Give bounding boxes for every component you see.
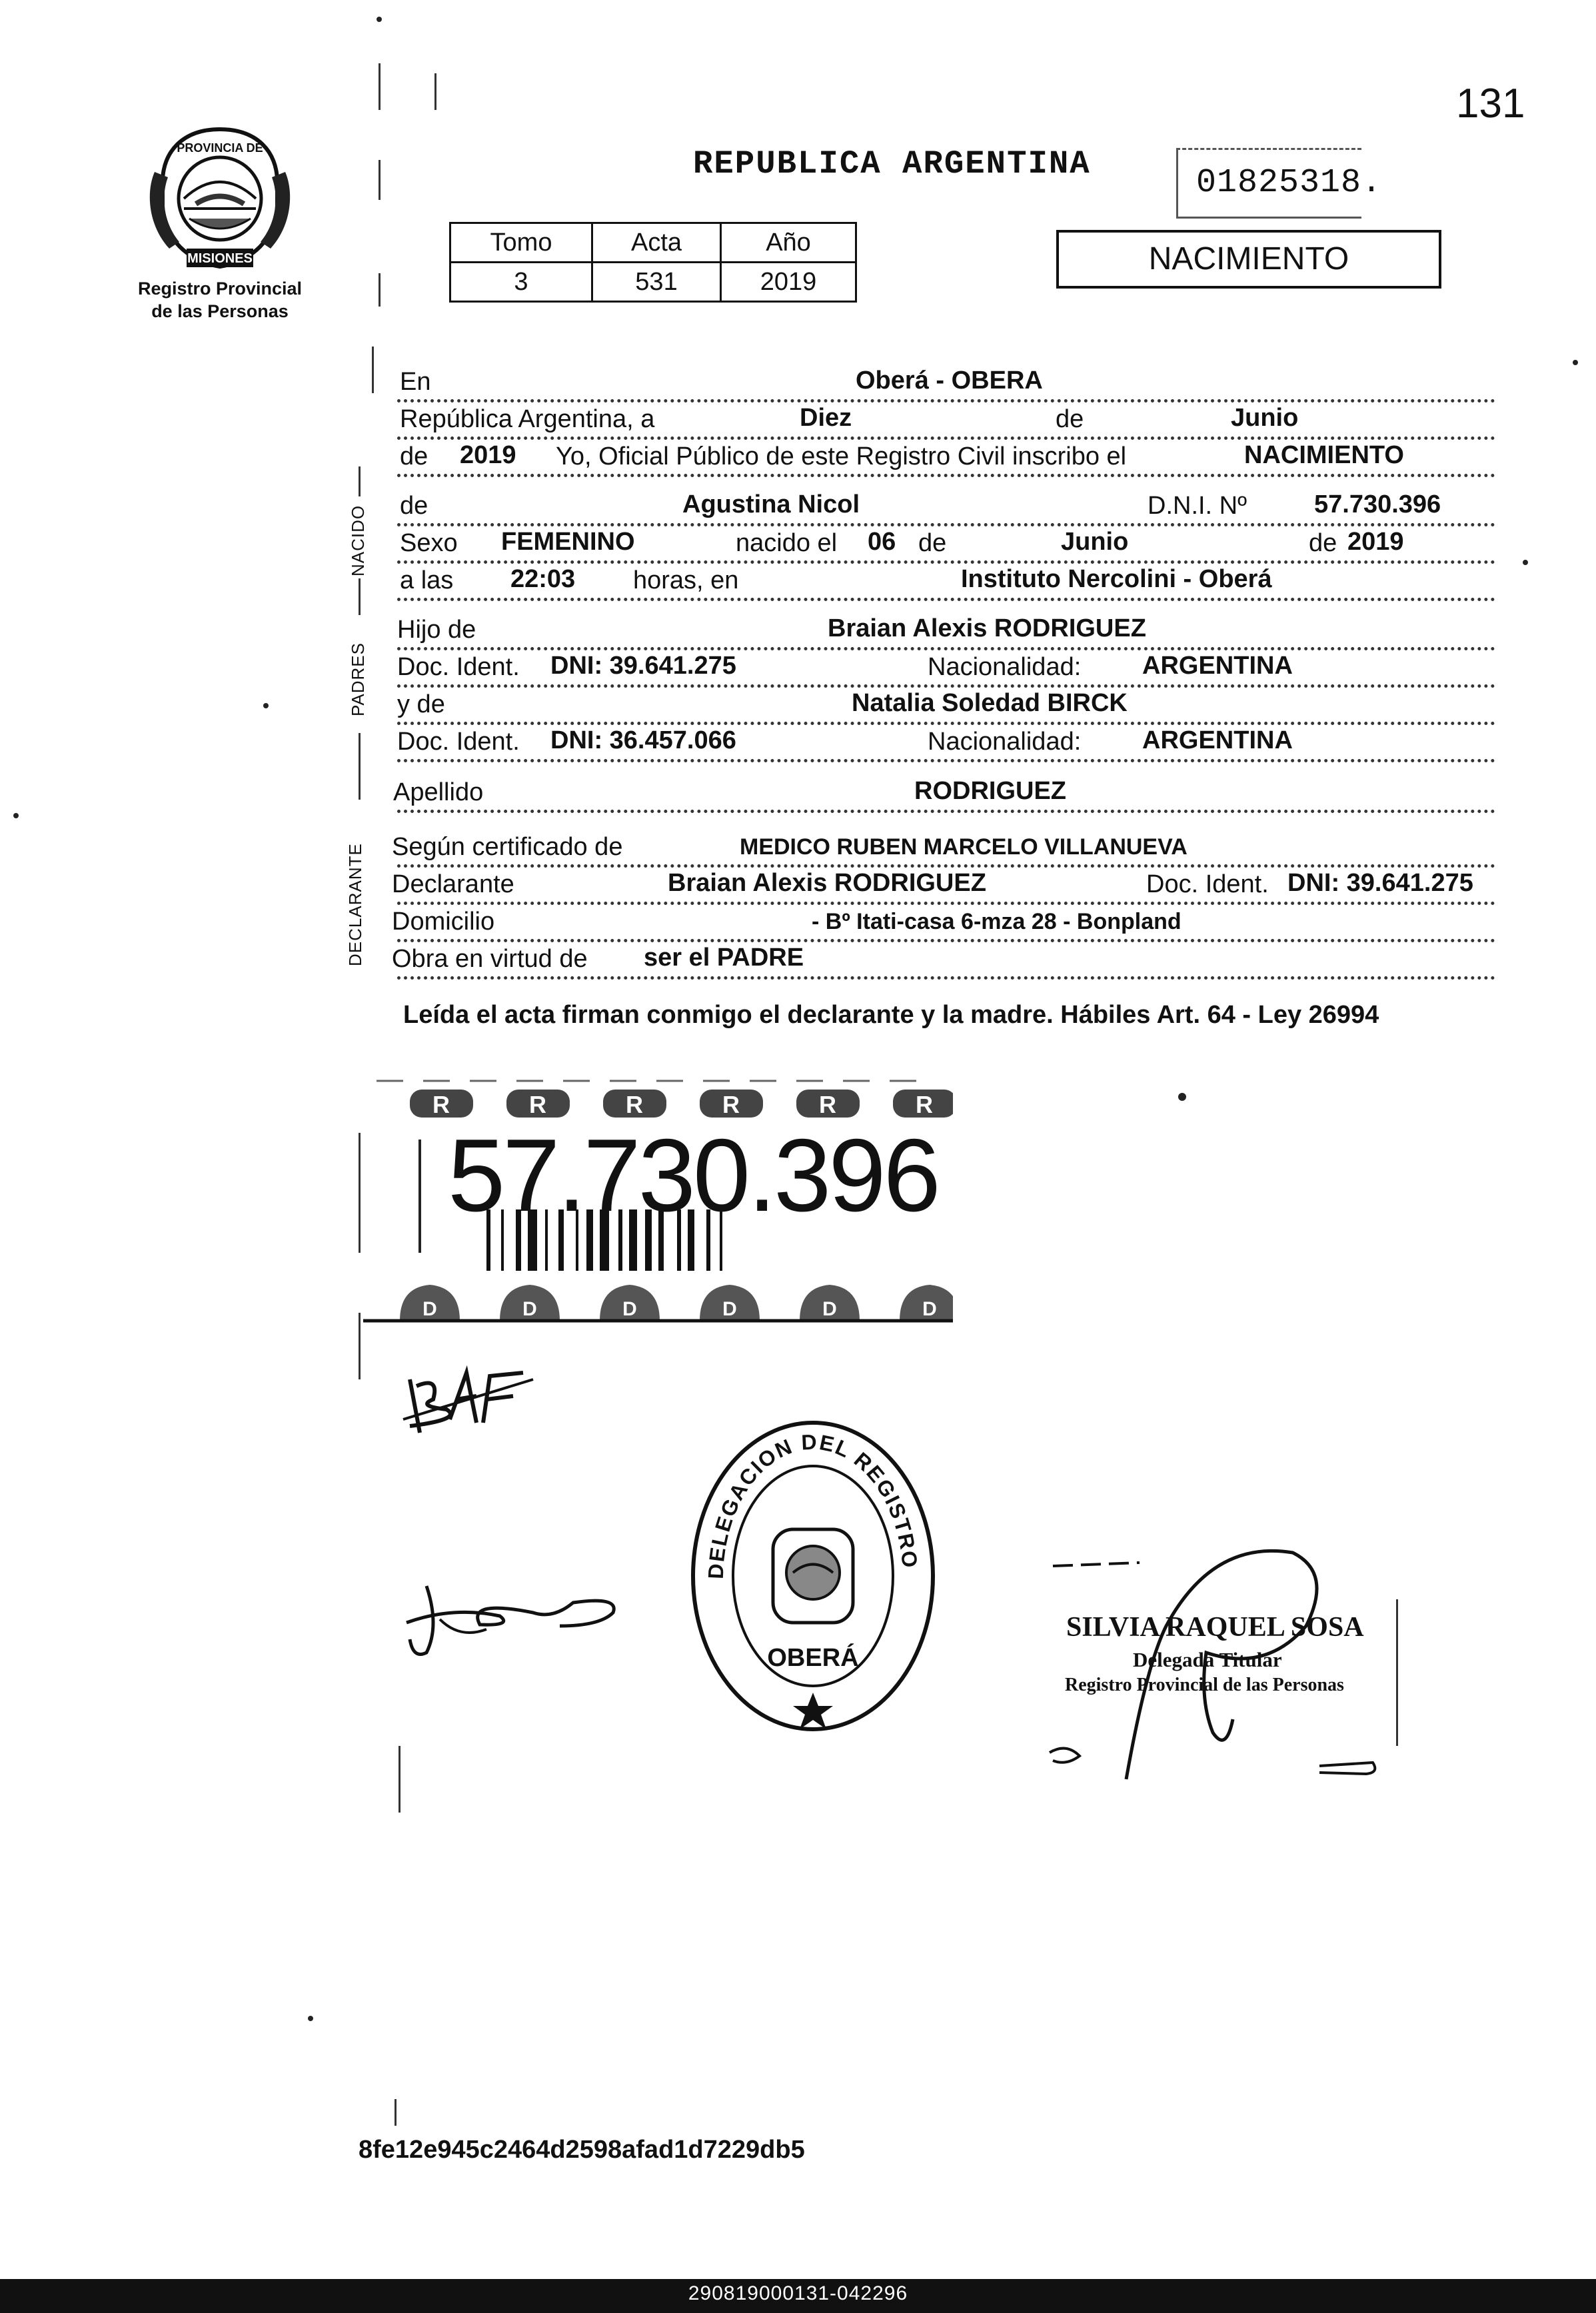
footer-code: 290819000131-042296 <box>688 2282 908 2304</box>
svg-text:D: D <box>922 1298 937 1320</box>
declarant-signature <box>400 1573 640 1666</box>
row-hora <box>397 564 1495 601</box>
label-sexo: Sexo <box>400 529 462 558</box>
side-label-padres: PADRES <box>348 642 368 716</box>
svg-text:R: R <box>626 1091 643 1118</box>
stray-dot <box>1573 360 1578 365</box>
logo-text-bottom: MISIONES <box>187 251 253 266</box>
value-sexo: FEMENINO <box>497 528 639 556</box>
security-mark-r <box>506 1090 570 1118</box>
value-madre: Natalia Soledad BIRCK <box>848 689 1132 718</box>
label-doc-declarante: Doc. Ident. <box>1142 870 1273 899</box>
label-oficial: Yo, Oficial Público de este Registro Civil inscribo el <box>552 442 1130 471</box>
value-mes: Junio <box>1227 404 1302 432</box>
value-tipo: NACIMIENTO <box>1240 441 1408 470</box>
value-hora: 22:03 <box>506 565 579 594</box>
row-madre-doc <box>397 725 1495 762</box>
row-lugar <box>397 365 1495 402</box>
serial-number: 01825318. <box>1196 164 1383 202</box>
row-fecha-registro <box>397 402 1495 440</box>
margin-tick <box>379 273 381 307</box>
svg-text:R: R <box>529 1091 546 1118</box>
side-line-nacido <box>359 578 361 615</box>
label-a-las: a las <box>400 566 457 595</box>
value-dia-nac: 06 <box>864 528 900 556</box>
registry-header-anio: Año <box>721 223 856 263</box>
province-logo <box>143 125 297 271</box>
svg-text:R: R <box>722 1091 740 1118</box>
margin-tick <box>434 73 436 110</box>
stray-dot <box>13 813 19 818</box>
value-padre-nac: ARGENTINA <box>1138 652 1297 680</box>
label-obra: Obra en virtud de <box>392 945 592 974</box>
initials-signature <box>390 1359 543 1439</box>
security-mark-r <box>603 1090 666 1118</box>
row-nombre <box>397 489 1495 526</box>
record-type-box: NACIMIENTO <box>1056 230 1441 289</box>
security-marks-bottom <box>400 1285 953 1321</box>
row-madre <box>397 688 1495 725</box>
official-title: Delegada Titular <box>1133 1648 1282 1671</box>
label-domicilio: Domicilio <box>392 908 498 936</box>
label-declarante: Declarante <box>392 870 518 899</box>
official-signature-stroke <box>1040 1499 1413 1793</box>
security-marks-top <box>410 1090 953 1118</box>
stray-dot <box>377 17 382 22</box>
value-certificado: MEDICO RUBEN MARCELO VILLANUEVA <box>736 834 1192 860</box>
value-obra: ser el PADRE <box>640 944 808 972</box>
row-inscripcion <box>397 440 1495 477</box>
svg-text:D: D <box>822 1298 837 1320</box>
security-mark-r <box>796 1090 860 1118</box>
row-apellido <box>393 776 1495 813</box>
row-declarante <box>392 868 1495 905</box>
registry-value-tomo: 3 <box>450 263 592 302</box>
stray-dot <box>1523 560 1528 565</box>
security-mark-r <box>410 1090 473 1118</box>
registry-value-anio: 2019 <box>721 263 856 302</box>
side-label-declarante: DECLARANTE <box>345 843 365 966</box>
value-lugar-nac: Instituto Nercolini - Oberá <box>957 565 1276 594</box>
margin-tick <box>359 1133 361 1253</box>
svg-text:D: D <box>722 1298 737 1320</box>
value-domicilio: - Bº Itati-casa 6-mza 28 - Bonpland <box>808 909 1186 935</box>
logo-text-top: PROVINCIA DE <box>177 141 263 155</box>
page-number: 131 <box>1456 81 1525 127</box>
label-republica: República Argentina, a <box>400 405 658 434</box>
label-horas-en: horas, en <box>629 566 742 595</box>
label-de-nombre: de <box>400 492 432 520</box>
svg-text:D: D <box>622 1298 637 1320</box>
value-dia: Diez <box>796 404 856 432</box>
registry-table <box>449 222 857 303</box>
logo-caption <box>100 277 340 323</box>
registry-table-value-row <box>450 263 856 302</box>
row-obra <box>392 942 1495 980</box>
value-apellido: RODRIGUEZ <box>910 777 1070 806</box>
value-padre-doc: DNI: 39.641.275 <box>546 652 740 680</box>
seal-center-text: OBERÁ <box>767 1644 859 1672</box>
side-line-padres <box>359 733 361 800</box>
official-name: SILVIA RAQUEL SOSA <box>1066 1612 1364 1643</box>
value-madre-doc: DNI: 36.457.066 <box>546 726 740 755</box>
svg-text:D: D <box>422 1298 437 1320</box>
security-mark-r <box>893 1090 953 1118</box>
label-doc-madre: Doc. Ident. <box>397 728 524 756</box>
row-sexo <box>397 526 1495 564</box>
svg-text:R: R <box>819 1091 836 1118</box>
label-y-de: y de <box>397 690 449 719</box>
margin-tick <box>372 347 374 393</box>
row-domicilio <box>392 905 1495 942</box>
label-doc-padre: Doc. Ident. <box>397 653 524 682</box>
label-hijo-de: Hijo de <box>397 616 480 644</box>
label-de-mes: de <box>1052 405 1088 434</box>
side-line-nacido-top <box>359 466 361 496</box>
security-mark-r <box>700 1090 763 1118</box>
label-de-anio: de <box>400 442 432 471</box>
label-nacido: nacido el <box>732 529 841 558</box>
security-mark-d <box>500 1285 560 1321</box>
security-mark-d <box>400 1285 460 1321</box>
registry-header-acta: Acta <box>592 223 721 263</box>
margin-tick <box>359 1313 361 1379</box>
value-anio-nac: 2019 <box>1343 528 1408 556</box>
closing-text: Leída el acta firman conmigo el declarante y la madre. Hábiles Art. 64 - Ley 26994 <box>403 1001 1379 1029</box>
registry-table-header-row <box>450 223 856 263</box>
stray-dot <box>263 703 269 708</box>
seal-ring-text: DELEGACION DEL REGISTRO <box>703 1429 922 1580</box>
label-nacionalidad-madre: Nacionalidad: <box>924 728 1085 756</box>
security-mark-d <box>900 1285 953 1321</box>
security-mark-d <box>800 1285 860 1321</box>
label-apellido: Apellido <box>393 778 487 807</box>
row-padre <box>397 613 1495 650</box>
row-certificado <box>392 830 1495 868</box>
registry-value-acta: 531 <box>592 263 721 302</box>
logo-caption-line2: de las Personas <box>151 301 289 321</box>
label-de-anio-nac: de <box>1305 529 1341 558</box>
official-office: Registro Provincial de las Personas <box>1065 1675 1344 1695</box>
svg-text:R: R <box>916 1091 933 1118</box>
security-mark-d <box>700 1285 760 1321</box>
side-label-nacido: NACIDO <box>348 504 368 576</box>
security-mark-d <box>600 1285 660 1321</box>
dni-sticker-number: 57.730.396 <box>448 1118 938 1233</box>
document-hash: 8fe12e945c2464d2598afad1d7229db5 <box>359 2136 805 2164</box>
label-nacionalidad-padre: Nacionalidad: <box>924 653 1085 682</box>
label-certificado: Según certificado de <box>392 833 626 862</box>
value-lugar: Oberá - OBERA <box>852 367 1047 395</box>
logo-caption-line1: Registro Provincial <box>137 279 303 299</box>
margin-tick <box>399 1746 400 1813</box>
value-madre-nac: ARGENTINA <box>1138 726 1297 755</box>
value-anio: 2019 <box>456 441 520 470</box>
label-en: En <box>400 368 434 396</box>
value-mes-nac: Junio <box>1057 528 1132 556</box>
svg-text:D: D <box>522 1298 537 1320</box>
stray-dot <box>1178 1093 1186 1101</box>
registry-header-tomo: Tomo <box>450 223 592 263</box>
country-title: REPUBLICA ARGENTINA <box>693 145 1091 183</box>
value-declarante-doc: DNI: 39.641.275 <box>1283 869 1477 898</box>
margin-tick <box>395 2099 397 2126</box>
margin-tick <box>379 160 381 200</box>
official-seal <box>686 1416 940 1736</box>
label-de-mes-nac: de <box>914 529 950 558</box>
margin-tick <box>379 63 381 110</box>
value-padre: Braian Alexis RODRIGUEZ <box>824 614 1150 643</box>
row-padre-doc <box>397 650 1495 688</box>
value-nombre: Agustina Nicol <box>678 490 864 519</box>
value-declarante: Braian Alexis RODRIGUEZ <box>664 869 990 898</box>
value-dni: 57.730.396 <box>1310 490 1445 519</box>
label-dni: D.N.I. Nº <box>1144 492 1251 520</box>
stray-dot <box>308 2016 313 2021</box>
svg-text:R: R <box>432 1091 450 1118</box>
